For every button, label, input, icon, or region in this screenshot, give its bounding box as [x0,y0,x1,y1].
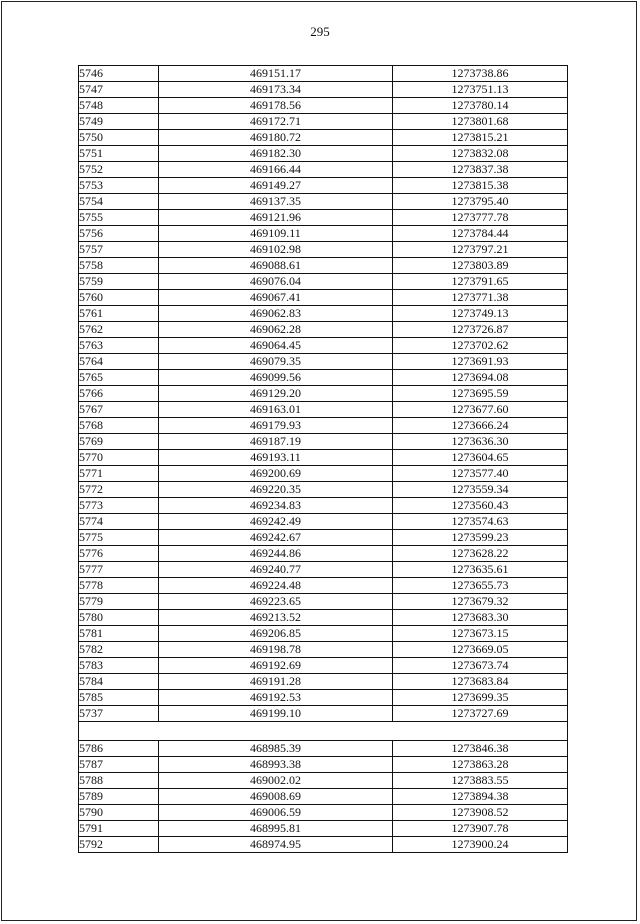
x-coordinate-cell: 469129.20 [159,386,393,402]
table-row [79,114,568,130]
x-coordinate-cell: 469062.83 [159,306,393,322]
y-coordinate-cell: 1273749.13 [393,306,568,322]
x-coordinate-cell: 469192.69 [159,658,393,674]
y-coordinate-cell: 1273815.38 [393,178,568,194]
point-number-cell: 5747 [79,82,159,98]
x-coordinate-cell: 469240.77 [159,562,393,578]
point-number-cell: 5786 [79,741,159,757]
table-row [79,258,568,274]
y-coordinate-cell: 1273797.21 [393,242,568,258]
y-coordinate-cell: 1273908.52 [393,805,568,821]
y-coordinate-cell: 1273666.24 [393,418,568,434]
table-row [79,706,568,722]
point-number-cell: 5748 [79,98,159,114]
point-number-cell: 5785 [79,690,159,706]
table-row [79,386,568,402]
x-coordinate-cell: 469102.98 [159,242,393,258]
y-coordinate-cell: 1273771.38 [393,290,568,306]
point-number-cell: 5792 [79,837,159,853]
point-number-cell: 5764 [79,354,159,370]
y-coordinate-cell: 1273655.73 [393,578,568,594]
table-row [79,434,568,450]
point-number-cell: 5755 [79,210,159,226]
x-coordinate-cell: 469173.34 [159,82,393,98]
x-coordinate-cell: 469099.56 [159,370,393,386]
table-row [79,773,568,789]
x-coordinate-cell: 468985.39 [159,741,393,757]
x-coordinate-cell: 469062.28 [159,322,393,338]
x-coordinate-cell: 469064.45 [159,338,393,354]
table-row [79,805,568,821]
y-coordinate-cell: 1273702.62 [393,338,568,354]
table-row [79,466,568,482]
point-number-cell: 5759 [79,274,159,290]
y-coordinate-cell: 1273784.44 [393,226,568,242]
y-coordinate-cell: 1273560.43 [393,498,568,514]
point-number-cell: 5772 [79,482,159,498]
point-number-cell: 5782 [79,642,159,658]
x-coordinate-cell: 469179.93 [159,418,393,434]
table-row [79,130,568,146]
point-number-cell: 5781 [79,626,159,642]
x-coordinate-cell: 469109.11 [159,226,393,242]
y-coordinate-cell: 1273577.40 [393,466,568,482]
table-row [79,626,568,642]
y-coordinate-cell: 1273837.38 [393,162,568,178]
table-row [79,789,568,805]
y-coordinate-cell: 1273677.60 [393,402,568,418]
table-row [79,98,568,114]
y-coordinate-cell: 1273628.22 [393,546,568,562]
point-number-cell: 5763 [79,338,159,354]
x-coordinate-cell: 469242.49 [159,514,393,530]
table-row [79,690,568,706]
x-coordinate-cell: 468993.38 [159,757,393,773]
coordinates-table [78,65,568,853]
table-row [79,418,568,434]
table-row [79,594,568,610]
y-coordinate-cell: 1273780.14 [393,98,568,114]
point-number-cell: 5767 [79,402,159,418]
x-coordinate-cell: 469187.19 [159,434,393,450]
table-row [79,482,568,498]
table-row [79,226,568,242]
y-coordinate-cell: 1273691.93 [393,354,568,370]
x-coordinate-cell: 468995.81 [159,821,393,837]
point-number-cell: 5754 [79,194,159,210]
point-number-cell: 5752 [79,162,159,178]
x-coordinate-cell: 469182.30 [159,146,393,162]
point-number-cell: 5749 [79,114,159,130]
table-row [79,498,568,514]
y-coordinate-cell: 1273673.74 [393,658,568,674]
x-coordinate-cell: 469193.11 [159,450,393,466]
point-number-cell: 5746 [79,66,159,82]
point-number-cell: 5787 [79,757,159,773]
table-row [79,82,568,98]
table-row [79,578,568,594]
y-coordinate-cell: 1273751.13 [393,82,568,98]
x-coordinate-cell: 469200.69 [159,466,393,482]
x-coordinate-cell: 469224.48 [159,578,393,594]
table-row [79,370,568,386]
y-coordinate-cell: 1273699.35 [393,690,568,706]
y-coordinate-cell: 1273574.63 [393,514,568,530]
point-number-cell: 5760 [79,290,159,306]
y-coordinate-cell: 1273907.78 [393,821,568,837]
x-coordinate-cell: 469076.04 [159,274,393,290]
y-coordinate-cell: 1273832.08 [393,146,568,162]
table-row [79,210,568,226]
point-number-cell: 5771 [79,466,159,482]
point-number-cell: 5761 [79,306,159,322]
x-coordinate-cell: 469002.02 [159,773,393,789]
x-coordinate-cell: 469220.35 [159,482,393,498]
y-coordinate-cell: 1273673.15 [393,626,568,642]
point-number-cell: 5783 [79,658,159,674]
table-row [79,674,568,690]
y-coordinate-cell: 1273791.65 [393,274,568,290]
y-coordinate-cell: 1273803.89 [393,258,568,274]
table-row [79,741,568,757]
table-row [79,194,568,210]
x-coordinate-cell: 469006.59 [159,805,393,821]
y-coordinate-cell: 1273883.55 [393,773,568,789]
y-coordinate-cell: 1273669.05 [393,642,568,658]
table-row [79,146,568,162]
point-number-cell: 5780 [79,610,159,626]
table-row [79,546,568,562]
y-coordinate-cell: 1273599.23 [393,530,568,546]
y-coordinate-cell: 1273694.08 [393,370,568,386]
x-coordinate-cell: 469199.10 [159,706,393,722]
table-row [79,821,568,837]
point-number-cell: 5750 [79,130,159,146]
x-coordinate-cell: 469088.61 [159,258,393,274]
y-coordinate-cell: 1273727.69 [393,706,568,722]
point-number-cell: 5753 [79,178,159,194]
table-row [79,322,568,338]
y-coordinate-cell: 1273726.87 [393,322,568,338]
y-coordinate-cell: 1273559.34 [393,482,568,498]
table-row [79,306,568,322]
y-coordinate-cell: 1273801.68 [393,114,568,130]
table-row [79,642,568,658]
y-coordinate-cell: 1273635.61 [393,562,568,578]
x-coordinate-cell: 469151.17 [159,66,393,82]
table-row [79,274,568,290]
block-separator-row [79,722,568,741]
x-coordinate-cell: 469008.69 [159,789,393,805]
table-row [79,162,568,178]
y-coordinate-cell: 1273679.32 [393,594,568,610]
table-row [79,290,568,306]
table-row [79,514,568,530]
point-number-cell: 5737 [79,706,159,722]
table-row [79,402,568,418]
y-coordinate-cell: 1273846.38 [393,741,568,757]
point-number-cell: 5777 [79,562,159,578]
x-coordinate-cell: 469178.56 [159,98,393,114]
x-coordinate-cell: 469163.01 [159,402,393,418]
point-number-cell: 5778 [79,578,159,594]
x-coordinate-cell: 469172.71 [159,114,393,130]
x-coordinate-cell: 469180.72 [159,130,393,146]
table-row [79,837,568,853]
point-number-cell: 5768 [79,418,159,434]
table-row [79,450,568,466]
table-row [79,178,568,194]
point-number-cell: 5775 [79,530,159,546]
y-coordinate-cell: 1273636.30 [393,434,568,450]
x-coordinate-cell: 469121.96 [159,210,393,226]
separator-cell [79,722,568,741]
x-coordinate-cell: 469198.78 [159,642,393,658]
x-coordinate-cell: 469242.67 [159,530,393,546]
point-number-cell: 5765 [79,370,159,386]
table-row [79,242,568,258]
x-coordinate-cell: 469149.27 [159,178,393,194]
table-row [79,338,568,354]
table-row [79,354,568,370]
x-coordinate-cell: 469137.35 [159,194,393,210]
point-number-cell: 5770 [79,450,159,466]
point-number-cell: 5756 [79,226,159,242]
y-coordinate-cell: 1273900.24 [393,837,568,853]
x-coordinate-cell: 469191.28 [159,674,393,690]
point-number-cell: 5774 [79,514,159,530]
page-number: 295 [310,24,330,39]
point-number-cell: 5758 [79,258,159,274]
x-coordinate-cell: 469166.44 [159,162,393,178]
y-coordinate-cell: 1273604.65 [393,450,568,466]
point-number-cell: 5779 [79,594,159,610]
y-coordinate-cell: 1273777.78 [393,210,568,226]
y-coordinate-cell: 1273795.40 [393,194,568,210]
table-row [79,610,568,626]
table-row [79,658,568,674]
y-coordinate-cell: 1273815.21 [393,130,568,146]
y-coordinate-cell: 1273738.86 [393,66,568,82]
point-number-cell: 5757 [79,242,159,258]
y-coordinate-cell: 1273683.84 [393,674,568,690]
point-number-cell: 5762 [79,322,159,338]
x-coordinate-cell: 468974.95 [159,837,393,853]
table-row [79,757,568,773]
x-coordinate-cell: 469244.86 [159,546,393,562]
point-number-cell: 5776 [79,546,159,562]
point-number-cell: 5791 [79,821,159,837]
x-coordinate-cell: 469223.65 [159,594,393,610]
y-coordinate-cell: 1273894.38 [393,789,568,805]
table-row [79,562,568,578]
point-number-cell: 5789 [79,789,159,805]
y-coordinate-cell: 1273695.59 [393,386,568,402]
x-coordinate-cell: 469067.41 [159,290,393,306]
table-row [79,530,568,546]
x-coordinate-cell: 469234.83 [159,498,393,514]
x-coordinate-cell: 469206.85 [159,626,393,642]
y-coordinate-cell: 1273863.28 [393,757,568,773]
point-number-cell: 5769 [79,434,159,450]
table-row [79,66,568,82]
point-number-cell: 5788 [79,773,159,789]
point-number-cell: 5751 [79,146,159,162]
x-coordinate-cell: 469213.52 [159,610,393,626]
point-number-cell: 5784 [79,674,159,690]
y-coordinate-cell: 1273683.30 [393,610,568,626]
point-number-cell: 5766 [79,386,159,402]
x-coordinate-cell: 469079.35 [159,354,393,370]
x-coordinate-cell: 469192.53 [159,690,393,706]
point-number-cell: 5773 [79,498,159,514]
point-number-cell: 5790 [79,805,159,821]
